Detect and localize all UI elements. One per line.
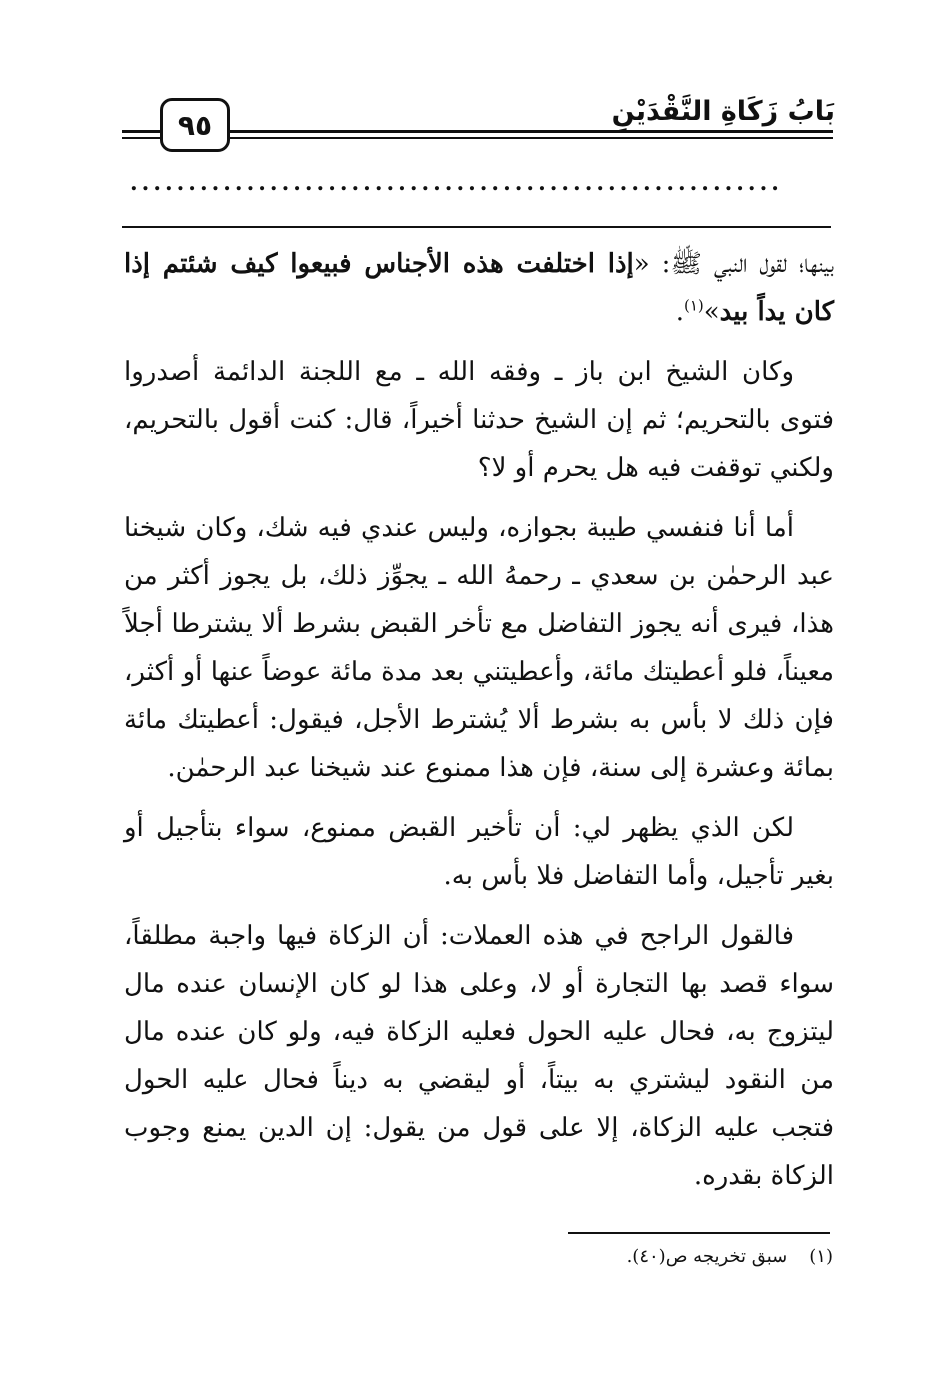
- footnote-rule: [568, 1232, 830, 1234]
- quote-close: »: [703, 297, 720, 327]
- page-header: [0, 0, 947, 160]
- paragraph-1-tail: .: [675, 297, 684, 327]
- paragraph-4: لكن الذي يظهر لي: أن تأخير القبض ممنوع، سواء بتأجيل أو بغير تأجيل، وأما التفاضل فلا بأس به.: [124, 813, 834, 891]
- header-rule-left-bottom: [122, 137, 162, 139]
- paragraph-1: [124, 240, 834, 336]
- header-rule-right-bottom: [228, 137, 833, 139]
- footnote-ref: (١): [683, 296, 704, 315]
- main-text: [124, 240, 834, 1212]
- chapter-title: بَابُ زَكَاةِ النَّقْدَيْنِ: [611, 96, 835, 127]
- paragraph-3: أما أنا فنفسي طيبة بجوازه، وليس عندي فيه شك، وكان شيخنا عبد الرحمٰن بن سعدي ـ رحمهُ الله ـ يجوِّز ذلك، بل يجوز أكثر من هذا، فيرى أنه يجوز التفاضل مع تأخر القبض بشرط ألا يشترطا أجلاً معيناً، فلو أعطيتك مائة، وأعطيتني بعد مدة مائة عوضاً عنها أو أكثر، فإن ذلك لا بأس به بشرط ألا يُشترط الأجل، فيقول: أعطيتك مائة بمائة وعشرة إلى سنة، فإن هذا ممنوع عند شيخنا عبد الرحمٰن.: [124, 513, 834, 783]
- footnote: [627, 1246, 833, 1267]
- header-rule-right-top: [228, 130, 833, 133]
- paragraph-5: فالقول الراجح في هذه العملات: أن الزكاة فيها واجبة مطلقاً، سواء قصد بها التجارة أو لا، وعلى هذا لو كان الإنسان عنده مال ليتزوج به، فحال عليه الحول فعليه الزكاة فيه، ولو كان عنده مال من النقود ليشتري به بيتاً، أو ليقضي به ديناً فحال عليه الحول فتجب عليه الزكاة، إلا على قول من يقول: إن الدين يمنع وجوب الزكاة بقدره.: [124, 921, 834, 1191]
- footnote-number: (١): [809, 1246, 833, 1267]
- header-rule-left-top: [122, 130, 162, 133]
- footnote-text: سبق تخريجه ص(٤٠).: [626, 1246, 788, 1267]
- hadith-quote: إذا اختلفت هذه الأجناس فبيعوا كيف شئتم إذا كان يداً بيد: [124, 249, 834, 327]
- content-top-rule: [122, 226, 831, 228]
- paragraph-2: وكان الشيخ ابن باز ـ وفقه الله ـ مع اللجنة الدائمة أصدروا فتوى بالتحريم؛ ثم إن الشيخ حدثنا أخيراً، قال: كنت أقول بالتحريم، ولكني توقفت فيه هل يحرم أو لا؟: [124, 357, 834, 483]
- dotted-separator: ........................................................: [130, 170, 783, 196]
- paragraph-1-intro: بينها؛ لقول النبي ﷺ: «: [633, 249, 834, 279]
- page-number: ٩٥: [160, 98, 230, 152]
